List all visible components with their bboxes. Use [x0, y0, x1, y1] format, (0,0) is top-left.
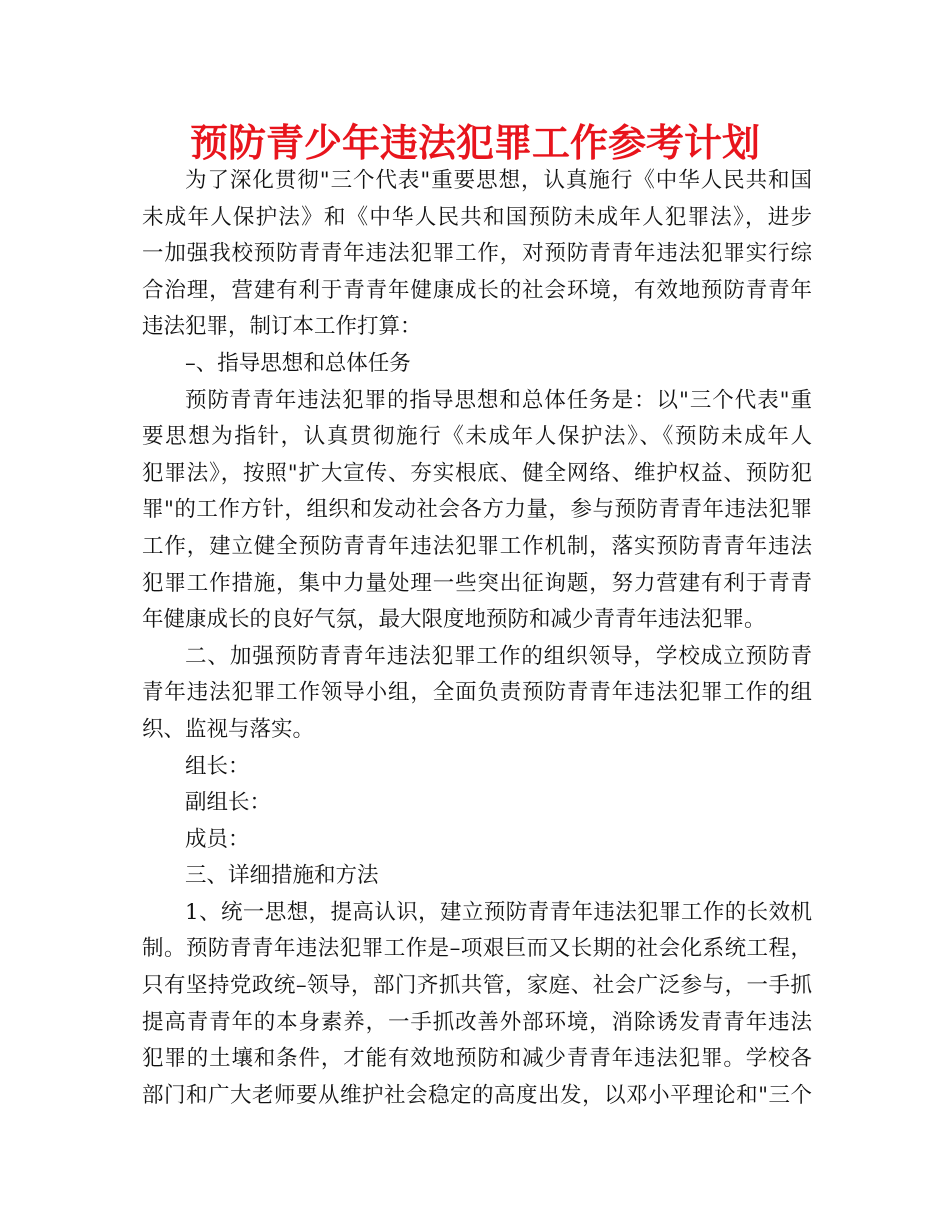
body-line: 制。预防青青年违法犯罪工作是–项艰巨而又长期的社会化系统工程，	[142, 936, 812, 962]
body-line: 预防青青年违法犯罪的指导思想和总体任务是：以"三个代表"重	[185, 387, 812, 413]
body-line: 副组长：	[185, 790, 272, 816]
body-line: 只有坚持党政统–领导，部门齐抓共管，家庭、社会广泛参与，一手抓	[142, 973, 812, 999]
body-line: 违法犯罪，制订本工作打算：	[142, 314, 422, 340]
body-line: 组长：	[185, 753, 250, 779]
body-line: 要思想为指针，认真贯彻施行《未成年人保护法》、《预防未成年人	[142, 424, 812, 450]
body-line: 提高青青年的本身素养，一手抓改善外部环境，消除诱发青青年违法	[142, 1009, 812, 1035]
body-line: 犯罪的土壤和条件，才能有效地预防和减少青青年违法犯罪。学校各	[142, 1046, 812, 1072]
body-line: 合治理，营建有利于青青年健康成长的社会环境，有效地预防青青年	[142, 277, 812, 303]
body-line: 未成年人保护法》和《中华人民共和国预防未成年人犯罪法》，进步	[142, 204, 812, 230]
body-line: 年健康成长的良好气氛，最大限度地预防和减少青青年违法犯罪。	[142, 607, 766, 633]
body-line: 1、统一思想，提高认识，建立预防青青年违法犯罪工作的长效机	[185, 899, 812, 925]
body-line: 二、加强预防青青年违法犯罪工作的组织领导，学校成立预防青	[185, 643, 812, 669]
body-line: 青年违法犯罪工作领导小组，全面负责预防青青年违法犯罪工作的组	[142, 680, 812, 706]
document-title: 预防青少年违法犯罪工作参考计划	[189, 121, 760, 165]
body-line: 部门和广大老师要从维护社会稳定的高度出发，以邓小平理论和"三个	[142, 1082, 812, 1108]
body-line: 三、详细措施和方法	[185, 863, 379, 889]
body-line: –、指导思想和总体任务	[185, 350, 411, 376]
body-line: 为了深化贯彻"三个代表"重要思想，认真施行《中华人民共和国	[185, 168, 812, 193]
body-line: 成员：	[185, 826, 250, 852]
body-line: 罪"的工作方针，组织和发动社会各方力量，参与预防青青年违法犯罪	[142, 497, 812, 523]
body-line: 犯罪法》，按照"扩大宣传、夯实根底、健全网络、维护权益、预防犯	[142, 460, 812, 486]
document-body	[142, 163, 812, 1114]
body-line: 犯罪工作措施，集中力量处理一些突出征询题，努力营建有利于青青	[142, 570, 812, 596]
body-line: 一加强我校预防青青年违法犯罪工作，对预防青青年违法犯罪实行综	[142, 241, 812, 267]
body-line: 织、监视与落实。	[142, 716, 315, 742]
body-line: 工作，建立健全预防青青年违法犯罪工作机制，落实预防青青年违法	[142, 533, 812, 559]
